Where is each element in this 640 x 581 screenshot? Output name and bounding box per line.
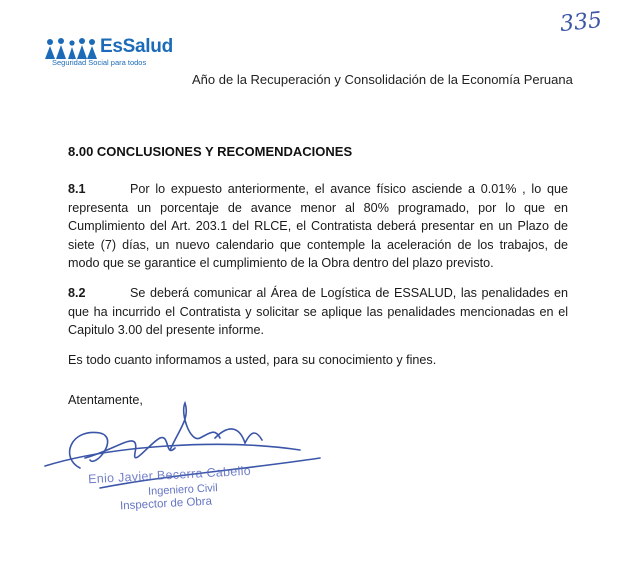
- paragraph-text: Se deberá comunicar al Área de Logística de ESSALUD, las penalidades en que ha incurrido el Contratista y solicitar se aplique las penalidades mencionadas en el Capitulo 3.00 del presente informe.: [68, 286, 568, 337]
- logo-tagline: Seguridad Social para todos: [52, 58, 147, 67]
- closing-statement: Es todo cuanto informamos a usted, para su conocimiento y fines.: [68, 353, 437, 367]
- handwritten-page-number: 335: [558, 7, 604, 38]
- paragraph-number: 8.2: [68, 286, 86, 300]
- essalud-logo: [44, 36, 194, 70]
- paragraph-text: Por lo expuesto anteriormente, el avance físico asciende a 0.01% , lo que representa un porcentaje de avance menor al 80% programado, por lo que en Cumplimiento del Art. 203.1 del RLCE, el Contratista deberá presentar en un Plazo de siete (7) días, un nuevo calendario que contemple la aceleración de los trabajos, de modo que se garantice el cumplimiento de la Obra dentro del plazo previsto.: [68, 182, 568, 270]
- people-figures-icon: [44, 38, 100, 60]
- logo-text: EsSalud: [100, 36, 173, 57]
- year-title: Año de la Recuperación y Consolidación de la Economía Peruana: [192, 72, 573, 87]
- paragraph-number: 8.1: [68, 182, 86, 196]
- paragraph-8-2: [68, 284, 568, 340]
- paragraph-8-1: [68, 180, 568, 273]
- section-title: 8.00 CONCLUSIONES Y RECOMENDACIONES: [68, 144, 353, 159]
- stamp-title: Inspector de Obra: [119, 495, 213, 513]
- stamp-name: Enio Javier Becerra Cabello: [87, 463, 252, 487]
- stamp-role: Ingeniero Civil: [147, 482, 218, 498]
- regards-line: Atentamente,: [68, 393, 143, 407]
